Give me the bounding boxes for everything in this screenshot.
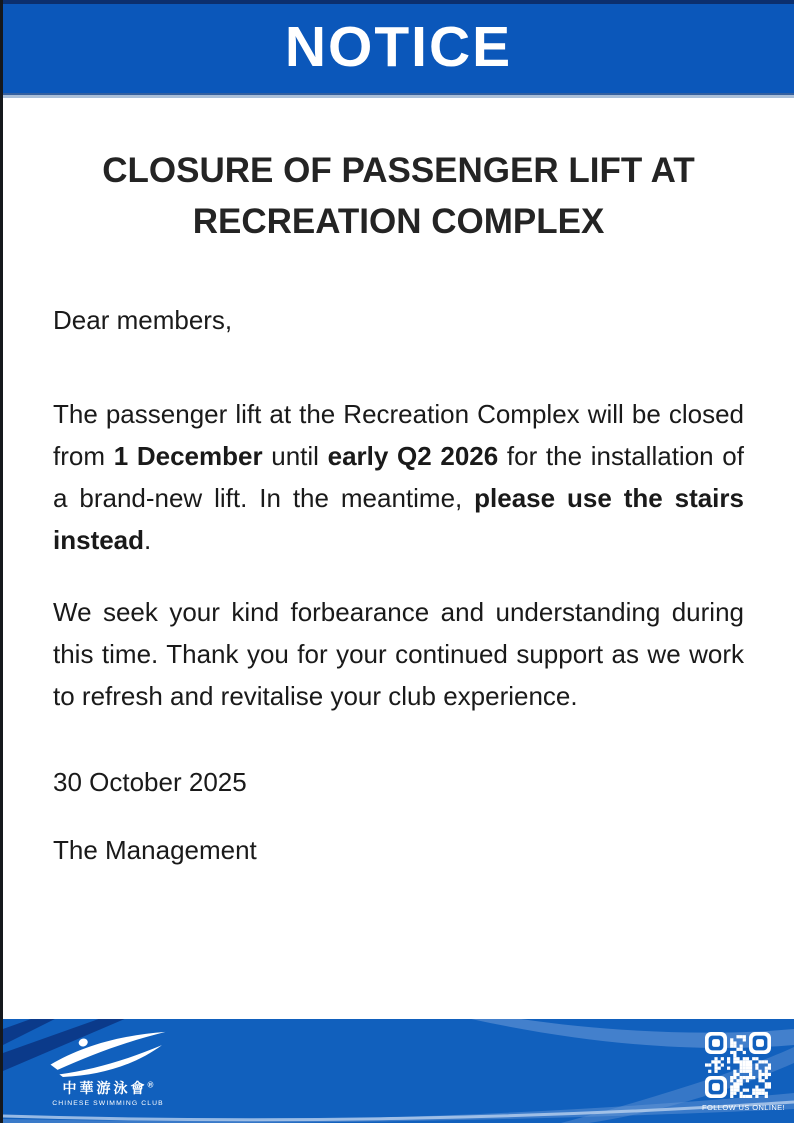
notice-date: 30 October 2025 — [53, 767, 247, 797]
qr-code — [705, 1032, 771, 1098]
registered-trademark-symbol: ® — [147, 1080, 154, 1090]
notice-heading-line2: RECREATION COMPLEX — [192, 202, 605, 241]
paragraph-segment: The passenger lift at the Recreation Complex will be closed from — [53, 399, 744, 471]
closure-end-date: early Q2 2026 — [327, 441, 499, 471]
club-logo — [33, 1031, 183, 1107]
qr-block — [702, 1032, 786, 1112]
notice-heading-line1: CLOSURE OF PASSENGER LIFT AT — [102, 151, 695, 190]
qr-caption: FOLLOW US ONLINE! — [702, 1103, 786, 1112]
page-title: NOTICE — [284, 15, 513, 79]
club-name-english: CHINESE SWIMMING CLUB — [52, 1100, 164, 1107]
paragraph-segment: for the installation of a brand-new lift. In the meantime, — [53, 441, 744, 513]
footer-band — [3, 1019, 794, 1123]
paragraph-segment: . — [144, 525, 152, 555]
swimmer-icon — [49, 1031, 167, 1077]
salutation: Dear members, — [53, 305, 233, 335]
notice-header-band — [3, 0, 794, 98]
paragraph-forbearance: We seek your kind forbearance and understanding during this time. Thank you for your continued support as we work to refresh and revitalise your club experience. — [53, 597, 744, 711]
notice-heading — [53, 145, 744, 247]
paragraph-lift-closure — [53, 393, 744, 561]
signoff: The Management — [53, 835, 257, 865]
notice-content — [3, 145, 794, 871]
club-name-chinese — [33, 1078, 183, 1098]
paragraph-segment: until — [262, 441, 328, 471]
stairs-instruction: please use the stairs instead — [53, 483, 744, 555]
closure-start-date: 1 December — [113, 441, 263, 471]
club-name-chinese-text: 中華游泳會 — [62, 1080, 148, 1096]
